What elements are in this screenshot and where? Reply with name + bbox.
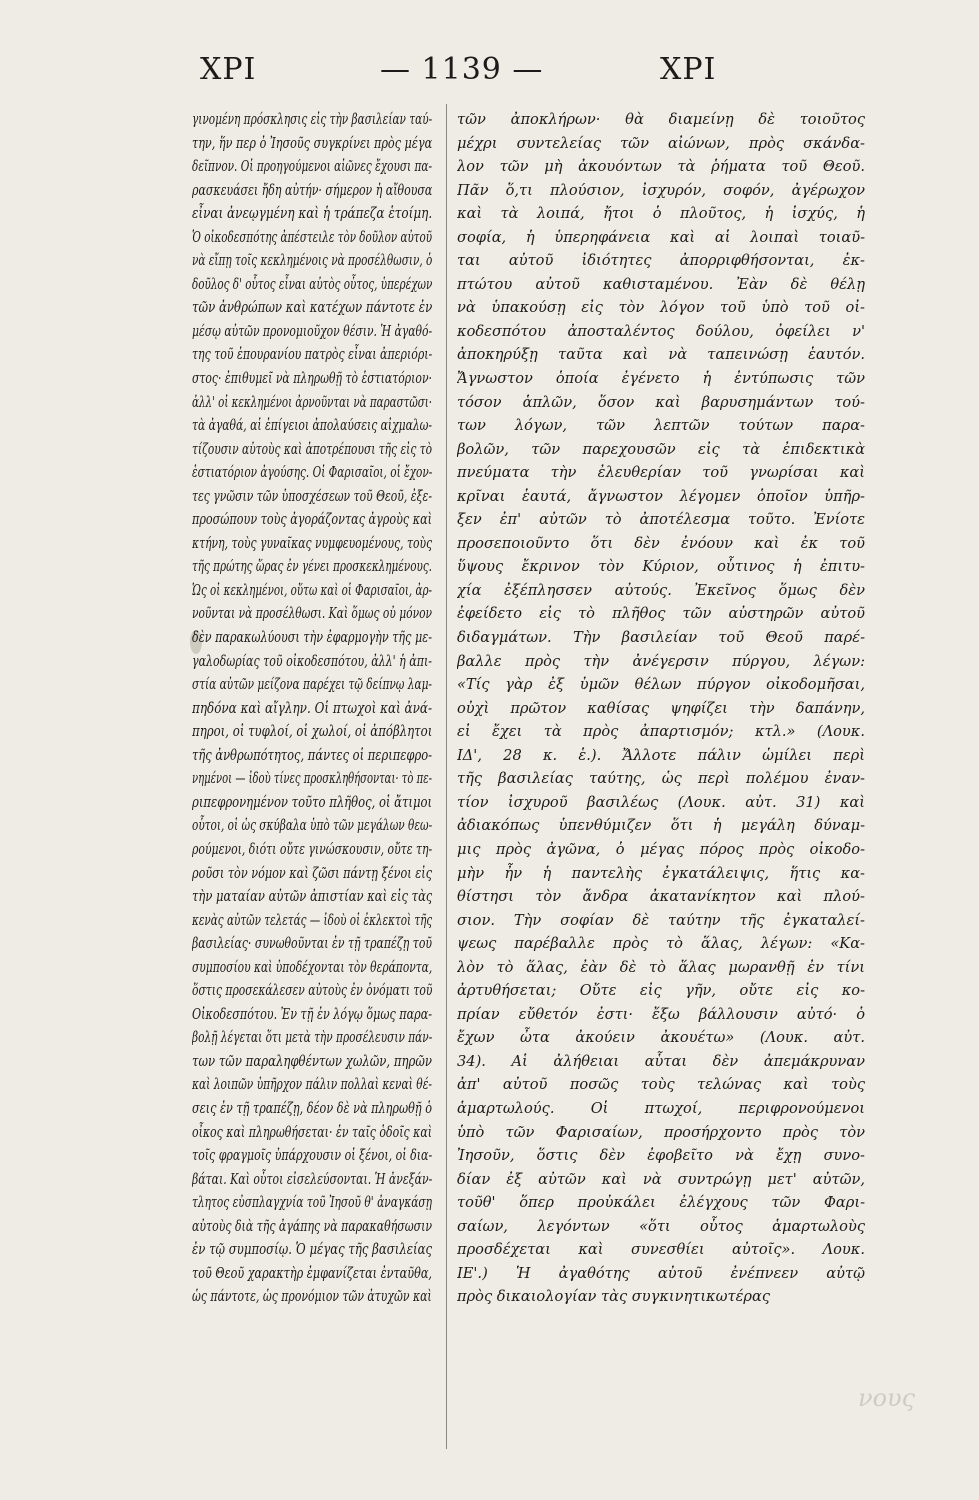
- text-line: ΙΕ'.) Ἡ ἀγαθότης αὐτοῦ ἐνέπνεεν αὐτῷ: [457, 1264, 865, 1282]
- text-line: νὰ εἴπῃ τοῖς κεκλημένοις νὰ προσέλθωσιν, ὁ: [192, 252, 432, 270]
- text-line: ἀποκηρύξῃ ταῦτα καὶ νὰ ταπεινώσῃ ἑαυτόν.: [457, 346, 865, 364]
- page-header: [0, 52, 979, 100]
- left-text-column: [192, 108, 432, 1309]
- text-line: των λόγων, τῶν λεπτῶν τούτων παρα-: [457, 417, 865, 435]
- text-line: κρῖναι ἑαυτά, ἄγνωστον λέγομεν ὁποῖον ὑπῆρ-: [457, 487, 865, 505]
- text-line: τίζουσιν αὐτοὺς καὶ ἀποτρέπουσι τῆς εἰς τὸ: [192, 440, 432, 458]
- text-line: τοῖς φραγμοῖς ὑπάρχουσιν οἱ ξένοι, οἱ δια-: [192, 1147, 432, 1165]
- text-line: χία ἐξέπλησσεν αὐτούς. Ἐκεῖνος ὅμως δὲν: [457, 581, 865, 599]
- text-line: ἐφείδετο εἰς τὸ πλῆθος τῶν αὐστηρῶν αὐτοῦ: [457, 605, 865, 623]
- text-line: ρούμενοι, διότι οὔτε γινώσκουσιν, οὔτε τη-: [192, 840, 432, 858]
- text-line: ρασκευάσει ἤδη αὐτήν· σήμερον ἡ αἴθουσα: [192, 181, 432, 199]
- text-line: λον τῶν μὴ ἀκουόντων τὰ ῥήματα τοῦ Θεοῦ.: [457, 158, 865, 176]
- text-line: δὲν παρακωλύουσι τὴν ἐφαρμογὴν τῆς με-: [192, 629, 432, 647]
- text-line: Ὁ οἰκοδεσπότης ἀπέστειλε τὸν δοῦλον αὐτοῦ: [192, 228, 432, 246]
- text-line: μέσῳ αὐτῶν προνομιοῦχον θέσιν. Ἡ ἀγαθό-: [192, 322, 432, 340]
- text-line: ὑπὸ τῶν Φαρισαίων, προσήρχοντο πρὸς τὸν: [457, 1123, 865, 1141]
- text-line: ὡς πάντοτε, ὡς προνόμιον τῶν ἀτυχῶν καὶ: [192, 1288, 432, 1306]
- text-line: πηδόνα καὶ αἴγλην. Οἱ πτωχοὶ καὶ ἀνά-: [192, 699, 432, 717]
- text-line: ἐν τῷ συμποσίῳ. Ὁ μέγας τῆς βασιλείας: [192, 1241, 432, 1259]
- text-line: Ὡς οἱ κεκλημένοι, οὕτω καὶ οἱ Φαρισαῖοι, ἀρ-: [192, 581, 432, 599]
- text-line: Ἰησοῦν, ὅστις δὲν ἐφοβεῖτο νὰ ἔχῃ συνο-: [457, 1147, 865, 1165]
- text-line: διδαγμάτων. Τὴν βασιλείαν τοῦ Θεοῦ παρέ-: [457, 629, 865, 647]
- text-line: πνεύματα τὴν ἐλευθερίαν τοῦ γνωρίσαι καὶ: [457, 464, 865, 482]
- text-line: θίστησι τὸν ἄνδρα ἀκατανίκητον καὶ πλού-: [457, 888, 865, 906]
- text-line: τῆς ἀνθρωπότητος, πάντες οἱ περιπεφρο-: [192, 746, 432, 764]
- text-line: σεις ἐν τῇ τραπέζῃ, δέον δὲ νὰ πληρωθῇ ὁ: [192, 1099, 432, 1117]
- text-line: οὗτοι, οἱ ὡς σκύβαλα ὑπὸ τῶν μεγάλων θεω-: [192, 817, 432, 835]
- text-line: κτήνη, τοὺς γυναῖκας νυμφευομένους, τοὺς: [192, 534, 432, 552]
- text-line: Οἰκοδεσπότου. Ἐν τῇ ἐν λόγῳ ὅμως παρα-: [192, 1005, 432, 1023]
- text-line: της τοῦ ἐπουρανίου πατρὸς εἶναι ἀπεριόρι-: [192, 346, 432, 364]
- text-line: ἀλλ' οἱ κεκλημένοι ἀρνοῦνται νὰ παραστῶσι·: [192, 393, 432, 411]
- page-number: — 1139 —: [380, 52, 544, 87]
- text-line: βασιλείας· συνωθοῦνται ἐν τῇ τραπέζῃ τοῦ: [192, 935, 432, 953]
- bleed-through-text: νους: [858, 1384, 916, 1412]
- text-line: τοῦθ' ὅπερ προὐκάλει ἐλέγχους τῶν Φαρι-: [457, 1194, 865, 1212]
- text-line: βολῶν, τῶν παρεχουσῶν εἰς τὰ ἐπιδεκτικὰ: [457, 440, 865, 458]
- text-line: Ἄγνωστον ὁποία ἐγένετο ἡ ἐντύπωσις τῶν: [457, 370, 865, 388]
- text-line: βάται. Καὶ οὗτοι εἰσελεύσονται. Ἡ ἀνεξάν-: [192, 1170, 432, 1188]
- text-line: μις πρὸς ἀγῶνα, ὁ μέγας πόρος πρὸς οἰκοδο-: [457, 840, 865, 858]
- text-line: ψεως παρέβαλλε πρὸς τὸ ἅλας, λέγων: «Κα-: [457, 935, 865, 953]
- text-line: ὅστις προσεκάλεσεν αὐτοὺς ἐν ὀνόματι τοῦ: [192, 982, 432, 1000]
- text-line: σιον. Τὴν σοφίαν δὲ ταύτην τῆς ἐγκαταλεί-: [457, 911, 865, 929]
- text-line: οὐχὶ πρῶτον καθίσας ψηφίζει τὴν δαπάνην,: [457, 699, 865, 717]
- text-line: Πᾶν ὅ,τι πλούσιον, ἰσχυρόν, σοφόν, ἀγέρωχον: [457, 181, 865, 199]
- text-line: ἀδιακόπως ὑπενθύμιζεν ὅτι ἡ μεγάλη δύναμ-: [457, 817, 865, 835]
- text-line: τῆς πρώτης ὥρας ἐν γένει προσκεκλημένους.: [192, 558, 432, 576]
- text-line: δεῖπνον. Οἱ προηγούμενοι αἰῶνες ἔχουσι πα-: [192, 158, 432, 176]
- text-line: νημένοι — ἰδοὺ τίνες προσκληθήσονται· τὸ πε-: [192, 770, 432, 788]
- text-line: καὶ λοιπῶν ὑπῆρχον πάλιν πολλαὶ κεναὶ θέ-: [192, 1076, 432, 1094]
- text-line: τῆς βασιλείας ταύτης, ὡς περὶ πολέμου ἐναν-: [457, 770, 865, 788]
- text-line: συμποσίου καὶ ὑποδέχονται τὸν θεράποντα,: [192, 958, 432, 976]
- header-right-keyword: ΧΡΙ: [660, 52, 717, 87]
- text-line: τες γνῶσιν τῶν ὑποσχέσεων τοῦ Θεοῦ, ἐξε-: [192, 487, 432, 505]
- text-line: τίον ἰσχυροῦ βασιλέως (Λουκ. αὐτ. 31) καὶ: [457, 793, 865, 811]
- text-line: πτώτου αὐτοῦ καθισταμένου. Ἐὰν δὲ θέλῃ: [457, 275, 865, 293]
- text-line: κοδεσπότου ἀποσταλέντος δούλου, ὀφείλει ν': [457, 322, 865, 340]
- text-line: πρίαν εὔθετόν ἐστι· ἔξω βάλλουσιν αὐτό· ὁ: [457, 1005, 865, 1023]
- header-left-keyword: ΧΡΙ: [200, 52, 257, 87]
- text-line: σοφία, ἡ ὑπερηφάνεια καὶ αἱ λοιπαὶ τοιαῦ-: [457, 228, 865, 246]
- text-line: τόσον ἁπλῶν, ὅσον καὶ βαρυσημάντων τού-: [457, 393, 865, 411]
- text-line: 34). Αἱ ἀλήθειαι αὗται δὲν ἀπεμάκρυναν: [457, 1052, 865, 1070]
- text-line: γαλοδωρίας τοῦ οἰκοδεσπότου, ἀλλ' ἡ ἀπι-: [192, 652, 432, 670]
- text-line: καὶ τὰ λοιπά, ἤτοι ὁ πλοῦτος, ἡ ἰσχύς, ἡ: [457, 205, 865, 223]
- text-line: ξεν ἐπ' αὐτῶν τὸ ἀποτέλεσμα τοῦτο. Ἐνίοτε: [457, 511, 865, 529]
- text-line: προσώπουν τοὺς ἀγοράζοντας ἀγροὺς καὶ: [192, 511, 432, 529]
- text-line: τῶν ἀνθρώπων καὶ κατέχων πάντοτε ἐν: [192, 299, 432, 317]
- text-line: τῶν ἀποκλήρων· θὰ διαμείνῃ δὲ τοιοῦτος: [457, 111, 865, 128]
- text-line: δοῦλος δ' οὗτος εἶναι αὐτὸς οὗτος, ὑπερέχων: [192, 275, 432, 293]
- text-line: ἔχων ὦτα ἀκούειν ἀκουέτω» (Λουκ. αὐτ.: [457, 1029, 865, 1047]
- text-line: νοῦνται νὰ προσέλθωσι. Καὶ ὅμως οὐ μόνον: [192, 605, 432, 623]
- text-line: ἀρτυθήσεται; Οὔτε εἰς γῆν, οὔτε εἰς κο-: [457, 982, 865, 1000]
- text-line: πηροι, οἱ τυφλοί, οἱ χωλοί, οἱ ἀπόβλητοι: [192, 723, 432, 741]
- text-line: προσδέχεται καὶ συνεσθίει αὐτοῖς». Λουκ.: [457, 1241, 865, 1259]
- text-line: την, ἥν περ ὁ Ἰησοῦς συγκρίνει πρὸς μέγα: [192, 134, 432, 152]
- text-line: ἁμαρτωλούς. Οἱ πτωχοί, περιφρονούμενοι: [457, 1099, 865, 1117]
- text-line: τοῦ Θεοῦ χαρακτὴρ ἐμφανίζεται ἐνταῦθα,: [192, 1264, 432, 1282]
- text-line: οἶκος καὶ πληρωθήσεται· ἐν ταῖς ὁδοῖς καὶ: [192, 1123, 432, 1141]
- text-line: βολῇ λέγεται ὅτι μετὰ τὴν προσέλευσιν πάν-: [192, 1029, 432, 1047]
- text-line: στία αὐτῶν μείζονα παρέχει τῷ δείπνῳ λαμ-: [192, 676, 432, 694]
- text-line: μὴν ἦν ἡ παντελὴς ἐγκατάλειψις, ἥτις κα-: [457, 864, 865, 882]
- text-line: τὴν ματαίαν αὐτῶν ἀπιστίαν καὶ εἰς τὰς: [192, 888, 432, 906]
- text-line: ἑστιατόριον ἀγούσης. Οἱ Φαρισαῖοι, οἱ ἔχον-: [192, 464, 432, 482]
- text-line: εἰ ἔχει τὰ πρὸς ἀπαρτισμόν; κτλ.» (Λουκ.: [457, 723, 865, 741]
- text-line: γινομένη πρόσκλησις εἰς τὴν βασιλείαν ταύ-: [192, 111, 432, 128]
- text-line: ΙΔ', 28 κ. ἑ.). Ἄλλοτε πάλιν ὡμίλει περὶ: [457, 746, 865, 764]
- text-line: ται αὐτοῦ ἰδιότητες ἀπορριφθήσονται, ἐκ-: [457, 252, 865, 270]
- text-line: λὸν τὸ ἅλας, ἐὰν δὲ τὸ ἅλας μωρανθῇ ἐν τίνι: [457, 958, 865, 976]
- text-line: ἀπ' αὐτοῦ ποσῶς τοὺς τελώνας καὶ τοὺς: [457, 1076, 865, 1094]
- text-line: νὰ ὑπακούσῃ εἰς τὸν λόγον τοῦ ὑπὸ τοῦ οἰ-: [457, 299, 865, 317]
- text-line: τὰ ἀγαθά, αἱ ἐπίγειοι ἀπολαύσεις αἰχμαλω-: [192, 417, 432, 435]
- text-line: ὕψους ἔκρινον τὸν Κύριον, οὗτινος ἡ ἐπιτυ-: [457, 558, 865, 576]
- right-text-column: [457, 108, 865, 1309]
- text-line: τλητος εὐσπλαγχνία τοῦ Ἰησοῦ θ' ἀναγκάσῃ: [192, 1194, 432, 1212]
- text-line: ροῦσι τὸν νόμον καὶ ζῶσι πάντῃ ξένοι εἰς: [192, 864, 432, 882]
- text-line: αὐτοὺς διὰ τῆς ἀγάπης νὰ παρακαθήσωσιν: [192, 1217, 432, 1235]
- text-line: ριπεφρονημένον τοῦτο πλῆθος, οἱ ἄτιμοι: [192, 793, 432, 811]
- text-line: προσεποιοῦντο ὅτι δὲν ἐνόουν καὶ ἐκ τοῦ: [457, 534, 865, 552]
- text-line: «Τίς γὰρ ἐξ ὑμῶν θέλων πύργον οἰκοδομῆσαι,: [457, 676, 865, 694]
- text-line: σαίων, λεγόντων «ὅτι οὗτος ἁμαρτωλοὺς: [457, 1217, 865, 1235]
- text-line: πρὸς δικαιολογίαν τὰς συγκινητικωτέρας: [457, 1288, 771, 1306]
- text-line: των τῶν παραληφθέντων χωλῶν, πηρῶν: [192, 1052, 432, 1070]
- text-line: εἶναι ἀνεῳγμένη καὶ ἡ τράπεζα ἑτοίμη.: [192, 205, 432, 223]
- text-line: μέχρι συντελείας τῶν αἰώνων, πρὸς σκάνδα-: [457, 134, 865, 152]
- text-line: βαλλε πρὸς τὴν ἀνέγερσιν πύργου, λέγων:: [457, 652, 865, 670]
- text-line: δίαν ἐξ αὐτῶν καὶ νὰ συντρώγῃ μετ' αὐτῶν,: [457, 1170, 865, 1188]
- text-line: στος· ἐπιθυμεῖ νὰ πληρωθῇ τὸ ἑστιατόριον·: [192, 370, 432, 388]
- text-line: κενὰς αὐτῶν τελετάς — ἰδοὺ οἱ ἐκλεκτοὶ τῆς: [192, 911, 432, 929]
- column-divider: [446, 104, 447, 1449]
